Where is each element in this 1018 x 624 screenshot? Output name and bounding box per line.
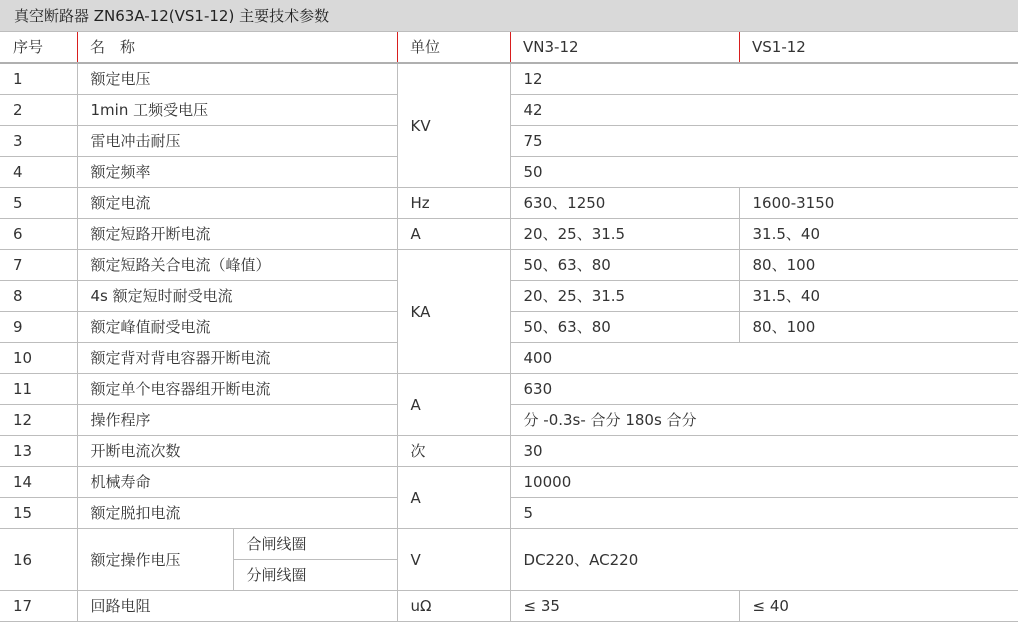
row-value-vs1: 31.5、40 — [739, 219, 1018, 250]
row-name: 额定电流 — [77, 188, 397, 219]
row-name: 额定频率 — [77, 157, 397, 188]
table-row — [0, 219, 1018, 250]
row-unit: A — [397, 374, 510, 436]
row-value-vn3: 50、63、80 — [510, 250, 739, 281]
row-no: 12 — [0, 405, 77, 436]
row-name: 1min 工频受电压 — [77, 95, 397, 126]
row-unit: Hz — [397, 188, 510, 219]
row-unit: KA — [397, 250, 510, 374]
table-row — [0, 188, 1018, 219]
header-unit: 单位 — [397, 32, 510, 63]
row-name: 开断电流次数 — [77, 436, 397, 467]
row-value: 42 — [510, 95, 1018, 126]
row-name: 操作程序 — [77, 405, 397, 436]
row-name: 额定短路开断电流 — [77, 219, 397, 250]
row-value-vs1: 31.5、40 — [739, 281, 1018, 312]
row-value-vn3: 50、63、80 — [510, 312, 739, 343]
row-value-vs1: ≤ 40 — [739, 591, 1018, 622]
row-no: 5 — [0, 188, 77, 219]
header-vn3: VN3-12 — [510, 32, 739, 63]
row-no: 4 — [0, 157, 77, 188]
row-value: 630 — [510, 374, 1018, 405]
row-subname-trip-coil: 分闸线圈 — [233, 560, 397, 591]
row-value: DC220、AC220 — [510, 529, 1018, 591]
row-no: 7 — [0, 250, 77, 281]
row-no: 16 — [0, 529, 77, 591]
row-value-vs1: 80、100 — [739, 312, 1018, 343]
row-unit: KV — [397, 63, 510, 188]
header-vs1: VS1-12 — [739, 32, 1018, 63]
row-value: 10000 — [510, 467, 1018, 498]
row-unit: V — [397, 529, 510, 591]
row-value: 50 — [510, 157, 1018, 188]
header-name: 名 称 — [77, 32, 397, 63]
table-row — [0, 591, 1018, 622]
row-value-vs1: 1600-3150 — [739, 188, 1018, 219]
row-name: 额定背对背电容器开断电流 — [77, 343, 397, 374]
row-value-vs1: 80、100 — [739, 250, 1018, 281]
row-no: 14 — [0, 467, 77, 498]
row-name: 额定脱扣电流 — [77, 498, 397, 529]
row-unit: A — [397, 219, 510, 250]
row-name: 额定短路关合电流（峰值） — [77, 250, 397, 281]
header-row — [0, 32, 1018, 63]
row-name: 额定峰值耐受电流 — [77, 312, 397, 343]
header-no: 序号 — [0, 32, 77, 63]
row-no: 9 — [0, 312, 77, 343]
row-name: 4s 额定短时耐受电流 — [77, 281, 397, 312]
row-value: 12 — [510, 63, 1018, 95]
row-value: 30 — [510, 436, 1018, 467]
spec-table — [0, 32, 1018, 622]
row-value-vn3: 630、1250 — [510, 188, 739, 219]
row-no: 17 — [0, 591, 77, 622]
table-title: 真空断路器 ZN63A-12(VS1-12) 主要技术参数 — [0, 0, 1018, 32]
row-value: 400 — [510, 343, 1018, 374]
row-name: 额定操作电压 — [77, 529, 233, 591]
row-no: 6 — [0, 219, 77, 250]
row-no: 13 — [0, 436, 77, 467]
row-name: 雷电冲击耐压 — [77, 126, 397, 157]
row-value-vn3: 20、25、31.5 — [510, 219, 739, 250]
row-value-vn3: ≤ 35 — [510, 591, 739, 622]
row-value: 分 -0.3s- 合分 180s 合分 — [510, 405, 1018, 436]
row-value: 5 — [510, 498, 1018, 529]
row-unit: uΩ — [397, 591, 510, 622]
row-no: 2 — [0, 95, 77, 126]
table-row — [0, 374, 1018, 405]
row-no: 1 — [0, 63, 77, 95]
table-row — [0, 63, 1018, 95]
row-no: 10 — [0, 343, 77, 374]
row-name: 机械寿命 — [77, 467, 397, 498]
table-row — [0, 467, 1018, 498]
row-name: 额定单个电容器组开断电流 — [77, 374, 397, 405]
row-subname-close-coil: 合闸线圈 — [233, 529, 397, 560]
table-row — [0, 436, 1018, 467]
row-value-vn3: 20、25、31.5 — [510, 281, 739, 312]
row-value: 75 — [510, 126, 1018, 157]
table-row — [0, 529, 1018, 560]
row-no: 11 — [0, 374, 77, 405]
row-unit: 次 — [397, 436, 510, 467]
row-no: 15 — [0, 498, 77, 529]
row-no: 8 — [0, 281, 77, 312]
row-unit: A — [397, 467, 510, 529]
row-name: 额定电压 — [77, 63, 397, 95]
table-row — [0, 250, 1018, 281]
row-no: 3 — [0, 126, 77, 157]
row-name: 回路电阻 — [77, 591, 397, 622]
